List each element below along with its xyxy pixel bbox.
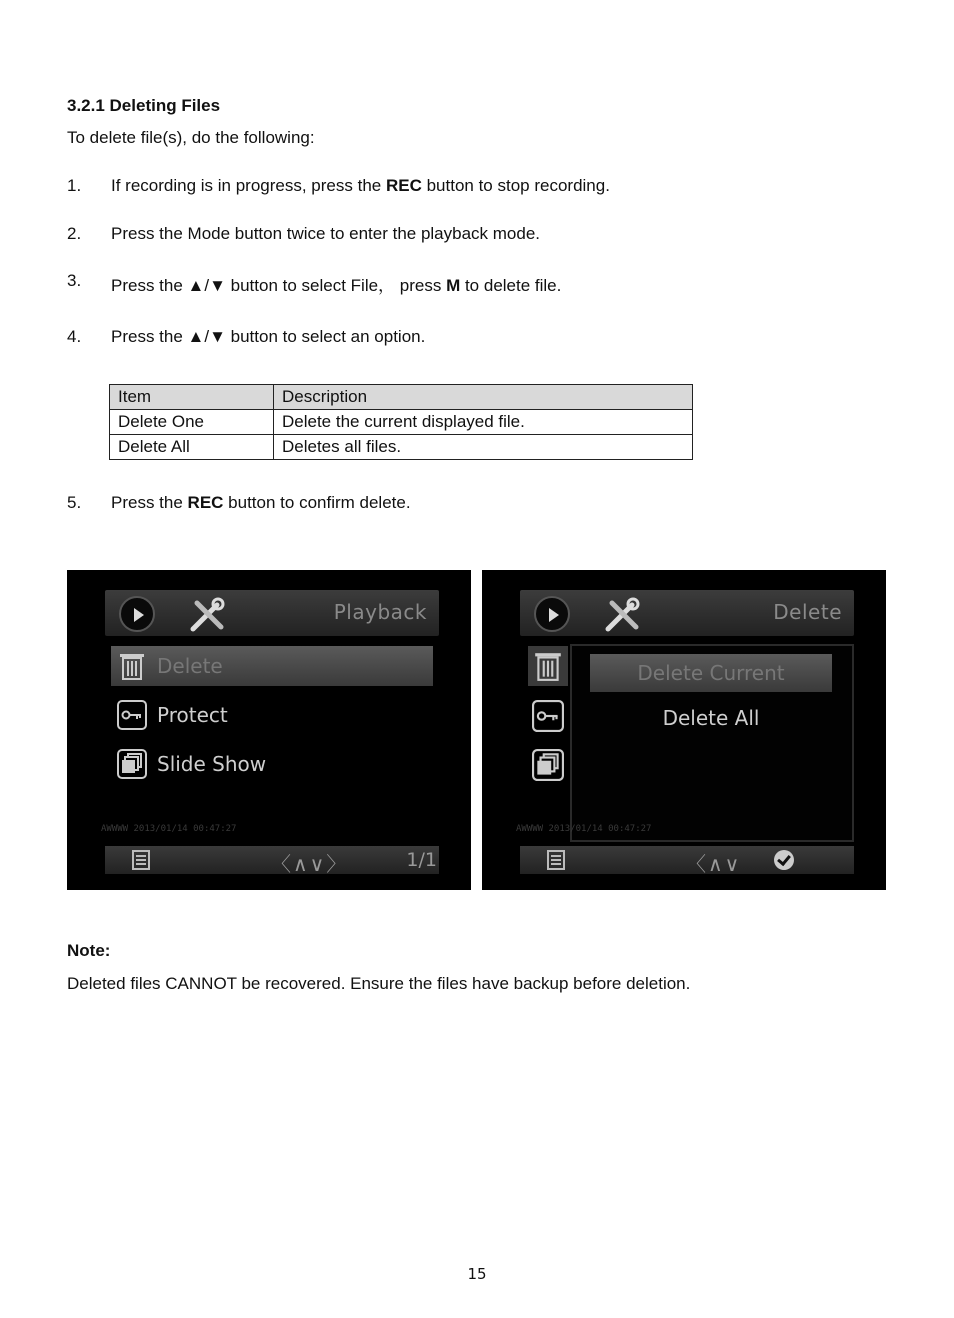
menu-title: Playback xyxy=(333,600,427,624)
table-cell: Delete All xyxy=(110,435,274,460)
tools-icon[interactable] xyxy=(602,595,642,635)
step-text: Press the xyxy=(111,493,188,512)
menu-list-icon[interactable] xyxy=(546,850,566,870)
page-number: 15 xyxy=(467,1265,487,1283)
step-text: Press the Mode button twice to enter the playback mode. xyxy=(111,224,541,243)
step-number: 3. xyxy=(67,271,82,290)
timestamp-text: AWWWW 2013/01/14 00:47:27 xyxy=(101,824,237,834)
trash-icon[interactable] xyxy=(528,646,568,686)
menu-item-delete[interactable] xyxy=(111,646,433,686)
table-header-item: Item xyxy=(110,385,274,410)
menu-item-slide-show[interactable] xyxy=(111,744,433,784)
menu-item-label: Slide Show xyxy=(157,752,267,776)
delete-menu-screenshot xyxy=(482,570,886,890)
step-number: 1. xyxy=(67,176,82,195)
menu-top-bar xyxy=(520,590,854,636)
navigation-arrows-icon: 〈∧∨〉 xyxy=(271,852,349,876)
table-cell: Delete the current displayed file. xyxy=(274,410,693,435)
trash-icon xyxy=(117,651,147,681)
timestamp-text: AWWWW 2013/01/14 00:47:27 xyxy=(516,824,652,834)
step-bold: REC xyxy=(385,176,422,195)
step-number: 2. xyxy=(67,224,82,243)
step-text: Press the ▲/▼ button to select File， press xyxy=(111,276,447,295)
delete-options-submenu xyxy=(570,644,854,842)
intro-text: To delete file(s), do the following: xyxy=(67,128,315,147)
table-row xyxy=(110,435,693,460)
step-text: Press the ▲/▼ button to select an option. xyxy=(111,327,426,346)
section-heading: 3.2.1 Deleting Files xyxy=(67,96,221,115)
menu-title: Delete xyxy=(773,600,842,624)
menu-bottom-bar xyxy=(520,846,854,874)
confirm-check-icon[interactable] xyxy=(774,850,794,870)
menu-list-icon[interactable] xyxy=(131,850,151,870)
menu-top-bar xyxy=(105,590,439,636)
table-header-description: Description xyxy=(274,385,693,410)
options-table xyxy=(109,384,693,460)
key-icon xyxy=(117,700,147,730)
table-cell: Deletes all files. xyxy=(274,435,693,460)
table-header-row xyxy=(110,385,693,410)
step-number: 4. xyxy=(67,327,82,346)
step-text: to delete file. xyxy=(460,276,562,295)
step-text: button to confirm delete. xyxy=(223,493,411,512)
step-bold: M xyxy=(446,276,461,295)
menu-item-label: Protect xyxy=(157,703,228,727)
menu-item-protect[interactable] xyxy=(111,695,433,735)
play-icon[interactable] xyxy=(119,596,155,632)
note-text: Deleted files CANNOT be recovered. Ensure the files have backup before deletion. xyxy=(67,974,691,993)
step-text: button to stop recording. xyxy=(421,176,610,195)
navigation-arrows-icon: 〈∧∨ xyxy=(686,852,742,876)
key-icon[interactable] xyxy=(532,700,564,732)
step-bold: REC xyxy=(187,493,224,512)
table-row xyxy=(110,410,693,435)
tools-icon[interactable] xyxy=(187,595,227,635)
option-delete-current[interactable]: Delete Current xyxy=(590,654,832,692)
page-indicator: 1/1 xyxy=(406,849,437,871)
step-text: If recording is in progress, press the xyxy=(111,176,386,195)
playback-menu-screenshot xyxy=(67,570,471,890)
menu-item-label: Delete xyxy=(157,654,223,678)
step-number: 5. xyxy=(67,493,82,512)
table-cell: Delete One xyxy=(110,410,274,435)
slideshow-icon[interactable] xyxy=(532,749,564,781)
slideshow-icon xyxy=(117,749,147,779)
note-heading: Note: xyxy=(67,941,111,960)
option-delete-all[interactable]: Delete All xyxy=(662,706,760,730)
menu-bottom-bar xyxy=(105,846,439,874)
play-icon[interactable] xyxy=(534,596,570,632)
